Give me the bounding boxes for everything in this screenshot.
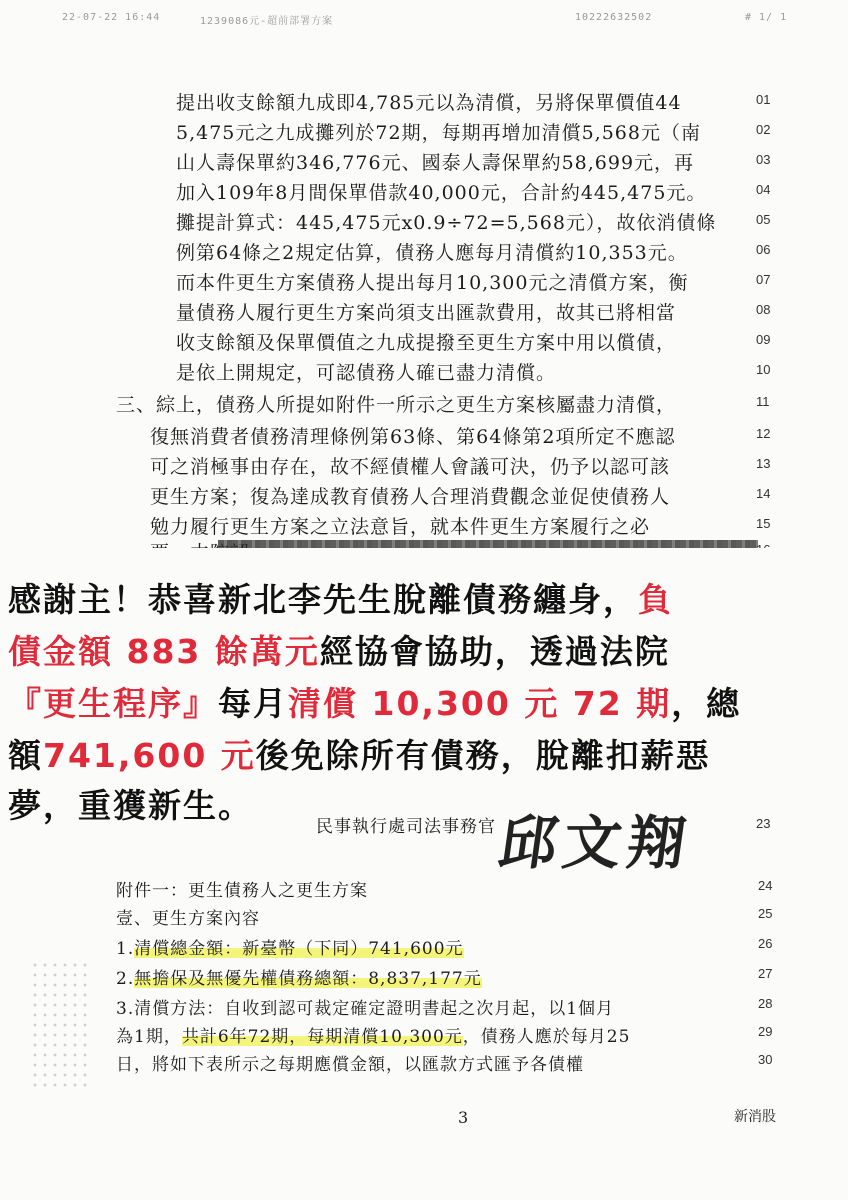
highlight-text: 負 <box>638 580 673 619</box>
body-line: 例第64條之2規定估算，債務人應每月清償約10,353元。 <box>176 242 688 264</box>
line-number: 13 <box>756 456 771 471</box>
body-line: 而本件更生方案債務人提出每月10,300元之清償方案，衡 <box>176 272 689 294</box>
body-line: 加入109年8月間保單借款40,000元，合計約445,475元。 <box>176 182 707 204</box>
line-number: 09 <box>756 332 771 347</box>
announcement-text: 經協會協助，透過法院 <box>319 632 670 671</box>
line-number: 05 <box>756 212 771 227</box>
court-officer-label: 民事執行處司法事務官 <box>316 817 496 837</box>
line-number: 24 <box>758 878 773 893</box>
highlighted-payment: 每期清償10,300元 <box>307 1027 463 1047</box>
line-number: 25 <box>758 906 773 921</box>
line-number: 30 <box>758 1052 773 1067</box>
body-line: 5,475元之九成攤列於72期，每期再增加清償5,568元（南 <box>176 122 701 144</box>
fax-header-left: 22-07-22 16:44 <box>62 12 161 23</box>
body-line: 量債務人履行更生方案尚須支出匯款費用，故其已將相當 <box>176 302 677 324</box>
announcement-line-1 <box>8 574 673 621</box>
announcement-line-4 <box>8 730 711 777</box>
handwritten-signature: 邱文翔 <box>494 809 697 877</box>
court-unit-label: 新消股 <box>734 1109 776 1125</box>
announcement-text: 後免除所有債務，脫離扣薪惡 <box>255 736 711 775</box>
page-number: 3 <box>458 1108 469 1127</box>
announcement-line-2 <box>8 626 670 673</box>
line-number: 29 <box>758 1024 773 1039</box>
fax-header-right: 10222632502 <box>575 12 653 23</box>
highlighted-debt-total: 無擔保及無優先權債務總額：8,837,177元 <box>134 969 482 989</box>
body-line: 復無消費者債務清理條例第63條、第64條第2項所定不應認 <box>150 426 676 448</box>
item-text: ，債務人應於每月25 <box>462 1027 631 1047</box>
item-prefix: 1. <box>116 939 135 959</box>
attachment-item-3: 3.清償方法：自收到認可裁定確定證明書起之次月起，以1個月 <box>116 999 615 1019</box>
body-line: 攤提計算式：445,475元x0.9÷72=5,568元），故依消債條 <box>176 212 717 234</box>
announcement-line-5: 夢，重獲新生。 <box>8 786 253 825</box>
monthly-payment: 清償 10,300 元 72 期 <box>288 684 672 723</box>
binding-holes <box>30 960 90 1090</box>
line-number: 07 <box>756 272 771 287</box>
announcement-text: 感謝主！恭喜新北李先生脫離債務纏身， <box>8 580 638 619</box>
body-line: 可之消極事由存在，故不經債權人會議可決，仍予以認可該 <box>150 456 671 478</box>
body-line: 提出收支餘額九成即4,785元以為清償，另將保單價值44 <box>176 92 682 114</box>
line-number: 12 <box>756 426 771 441</box>
body-line: 是依上開規定，可認債務人確已盡力清償。 <box>176 362 557 384</box>
line-number: 06 <box>756 242 771 257</box>
line-number: 01 <box>756 92 771 107</box>
announcement-text: 額 <box>8 736 43 775</box>
line-number: 11 <box>756 394 770 409</box>
body-line: 勉力履行更生方案之立法意旨，就本件更生方案履行之必 <box>150 516 651 538</box>
line-number: 10 <box>756 362 771 377</box>
body-line: 收支餘額及保單價值之九成提撥至更生方案中用以償債， <box>176 332 677 354</box>
attachment-item-4 <box>116 1022 630 1047</box>
body-line: 山人壽保單約346,776元、國泰人壽保單約58,699元，再 <box>176 152 695 174</box>
attachment-section-heading: 壹、更生方案內容 <box>116 909 260 929</box>
body-line: 三、綜上，債務人所提如附件一所示之更生方案核屬盡力清償， <box>116 394 677 416</box>
highlighted-term: 共計6年72期， <box>181 1027 308 1047</box>
highlighted-total: 清償總金額：新臺幣（下同）741,600元 <box>134 939 464 959</box>
line-number: 14 <box>756 486 771 501</box>
fax-header-middle: 1239086元-超前部署方案 <box>200 16 334 27</box>
announcement-text: 每月 <box>218 684 288 723</box>
line-number: 04 <box>756 182 771 197</box>
announcement-line-3 <box>8 678 741 725</box>
line-number: 15 <box>756 516 771 531</box>
attachment-item-2 <box>116 964 482 989</box>
announcement-text: ，總 <box>671 684 742 723</box>
line-number: 27 <box>758 966 773 981</box>
fax-header-page: # 1/ 1 <box>745 12 788 23</box>
line-number: 08 <box>756 302 771 317</box>
line-number: 23 <box>756 816 771 831</box>
line-number: 03 <box>756 152 771 167</box>
procedure-name: 『更生程序』 <box>8 684 218 723</box>
item-text: 為1期， <box>116 1027 182 1047</box>
attachment-title: 附件一：更生債務人之更生方案 <box>116 881 368 901</box>
total-amount: 741,600 元 <box>43 736 256 775</box>
body-line: 更生方案；復為達成教育債務人合理消費觀念並促使債務人 <box>150 486 671 508</box>
line-number: 26 <box>758 936 773 951</box>
item-prefix: 2. <box>116 969 135 989</box>
line-number: 02 <box>756 122 771 137</box>
attachment-item-5: 日，將如下表所示之每期應償金額，以匯款方式匯予各債權 <box>116 1055 584 1075</box>
attachment-item-1 <box>116 934 464 959</box>
debt-amount: 債金額 883 餘萬元 <box>8 632 320 671</box>
line-number: 28 <box>758 996 773 1011</box>
